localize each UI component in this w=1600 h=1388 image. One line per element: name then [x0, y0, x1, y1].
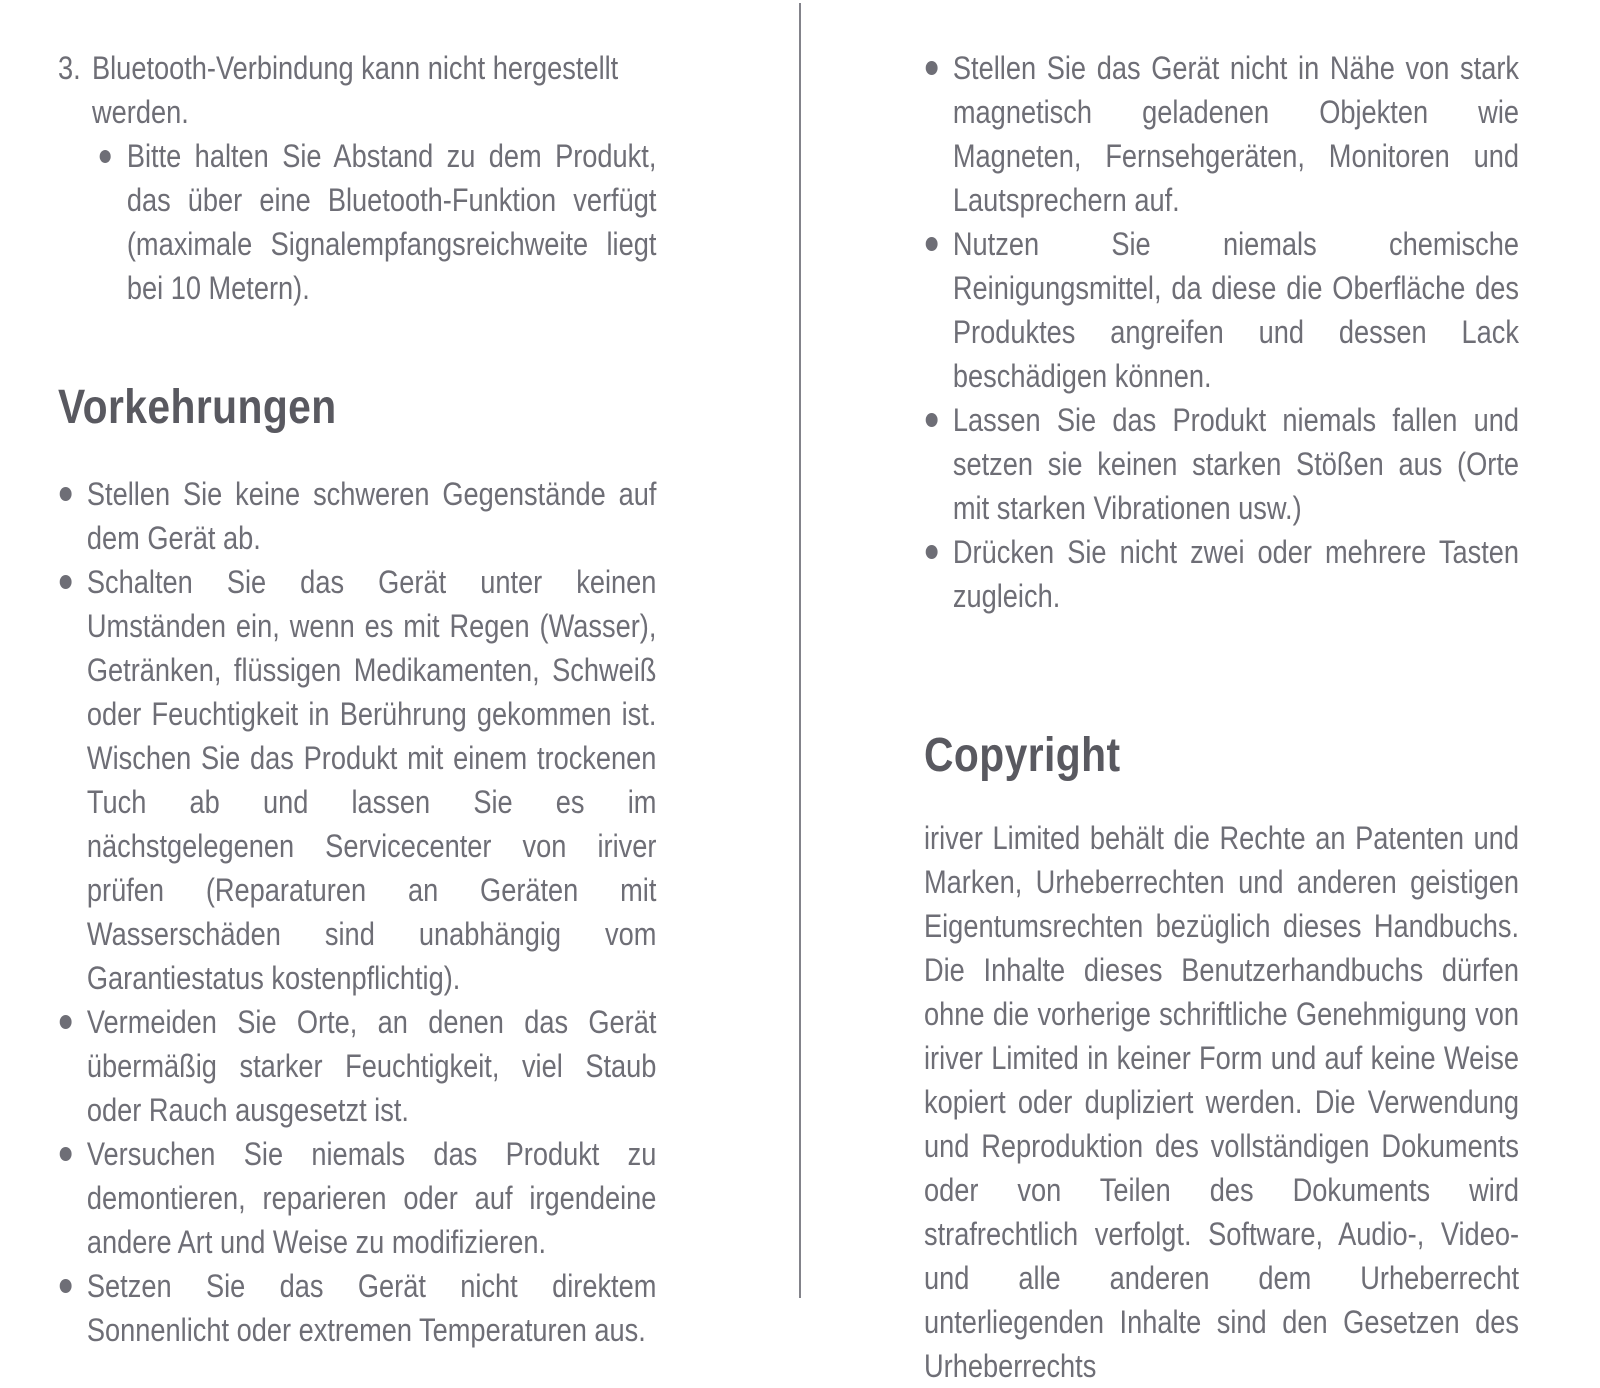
list-item-text: Stellen Sie das Gerät nicht in Nähe von stark magnetisch geladenen Objekten wie Magneten, Fernsehgeräten, Monitoren und Lautsprechern auf.: [952, 50, 1519, 218]
list-item: [58, 1000, 656, 1132]
item-text: Bluetooth-Verbindung kann nicht hergestellt werden.: [92, 50, 619, 130]
column-divider: [799, 3, 801, 1298]
left-column: [58, 46, 656, 1352]
list-item: [924, 222, 1519, 398]
list-item: [58, 1132, 656, 1264]
precautions-list-continued: [924, 46, 1519, 618]
section-heading-vorkehrungen: Vorkehrungen: [58, 381, 337, 434]
bullet-icon: [926, 545, 938, 559]
list-item-text: Versuchen Sie niemals das Produkt zu demontieren, reparieren oder auf irgendeine andere Art und Weise zu modifizieren.: [86, 1136, 657, 1260]
list-item: [58, 1264, 656, 1352]
list-item-text: Drücken Sie nicht zwei oder mehrere Tasten zugleich.: [952, 534, 1519, 614]
list-item-text: Schalten Sie das Gerät unter keinen Umständen ein, wenn es mit Regen (Wasser), Getränken, flüssigen Medikamenten, Schweiß oder Feuchtigkeit in Berührung gekommen ist. Wischen Sie das Produkt mit einem trockenen Tuch ab und lassen Sie es im nächstgelegenen Servicecenter von iriver prüfen (Reparaturen an Geräten mit Wasserschäden sind unabhängig vom Garantiestatus kostenpflichtig).: [86, 564, 657, 996]
list-item: [924, 398, 1519, 530]
bullet-icon: [100, 150, 111, 163]
bullet-icon: [926, 413, 938, 427]
list-item: [924, 530, 1519, 618]
list-item: [98, 134, 656, 310]
list-item-text: Vermeiden Sie Orte, an denen das Gerät übermäßig starker Feuchtigkeit, viel Staub oder Rauch ausgesetzt ist.: [86, 1004, 657, 1128]
precautions-list: [58, 472, 656, 1352]
list-item-text: Bitte halten Sie Abstand zu dem Produkt, das über eine Bluetooth-Funktion verfügt (maximale Signalempfangsreichweite liegt bei 10 Metern).: [126, 138, 657, 306]
bullet-icon: [60, 1279, 72, 1293]
sub-bullet-list: [98, 134, 656, 310]
list-item-text: Nutzen Sie niemals chemische Reinigungsmittel, da diese die Oberfläche des Produktes angreifen und dessen Lack beschädigen können.: [952, 226, 1519, 394]
troubleshooting-item-3: [58, 46, 656, 134]
section-heading-copyright: Copyright: [924, 729, 1121, 782]
list-item-text: Lassen Sie das Produkt niemals fallen und setzen sie keinen starken Stößen aus (Orte mit starken Vibrationen usw.): [952, 402, 1519, 526]
bullet-icon: [60, 1147, 72, 1161]
list-item-text: Stellen Sie keine schweren Gegenstände auf dem Gerät ab.: [86, 476, 657, 556]
right-column: [924, 46, 1519, 1388]
bullet-icon: [926, 237, 938, 251]
list-item-text: Setzen Sie das Gerät nicht direktem Sonnenlicht oder extremen Temperaturen aus.: [86, 1268, 657, 1348]
list-item: [924, 46, 1519, 222]
bullet-icon: [926, 61, 938, 75]
bullet-icon: [60, 1015, 72, 1029]
list-item: [58, 472, 656, 560]
copyright-paragraph: iriver Limited behält die Rechte an Patenten und Marken, Urheberrechten und anderen geistigen Eigentumsrechten bezüglich dieses Handbuchs. Die Inhalte dieses Benutzerhandbuchs dürfen ohne die vorherige schriftliche Genehmigung von iriver Limited in keiner Form und auf keine Weise kopiert oder dupliziert werden. Die Verwendung und Reproduktion des vollständigen Dokuments oder von Teilen des Dokuments wird strafrechtlich verfolgt. Software, Audio-, Video- und alle anderen dem Urheberrecht unterliegenden Inhalte sind den Gesetzen des Urheberrechts: [924, 820, 1519, 1384]
item-number: 3.: [58, 50, 81, 86]
list-item: [58, 560, 656, 1000]
bullet-icon: [60, 487, 72, 501]
bullet-icon: [60, 575, 72, 589]
